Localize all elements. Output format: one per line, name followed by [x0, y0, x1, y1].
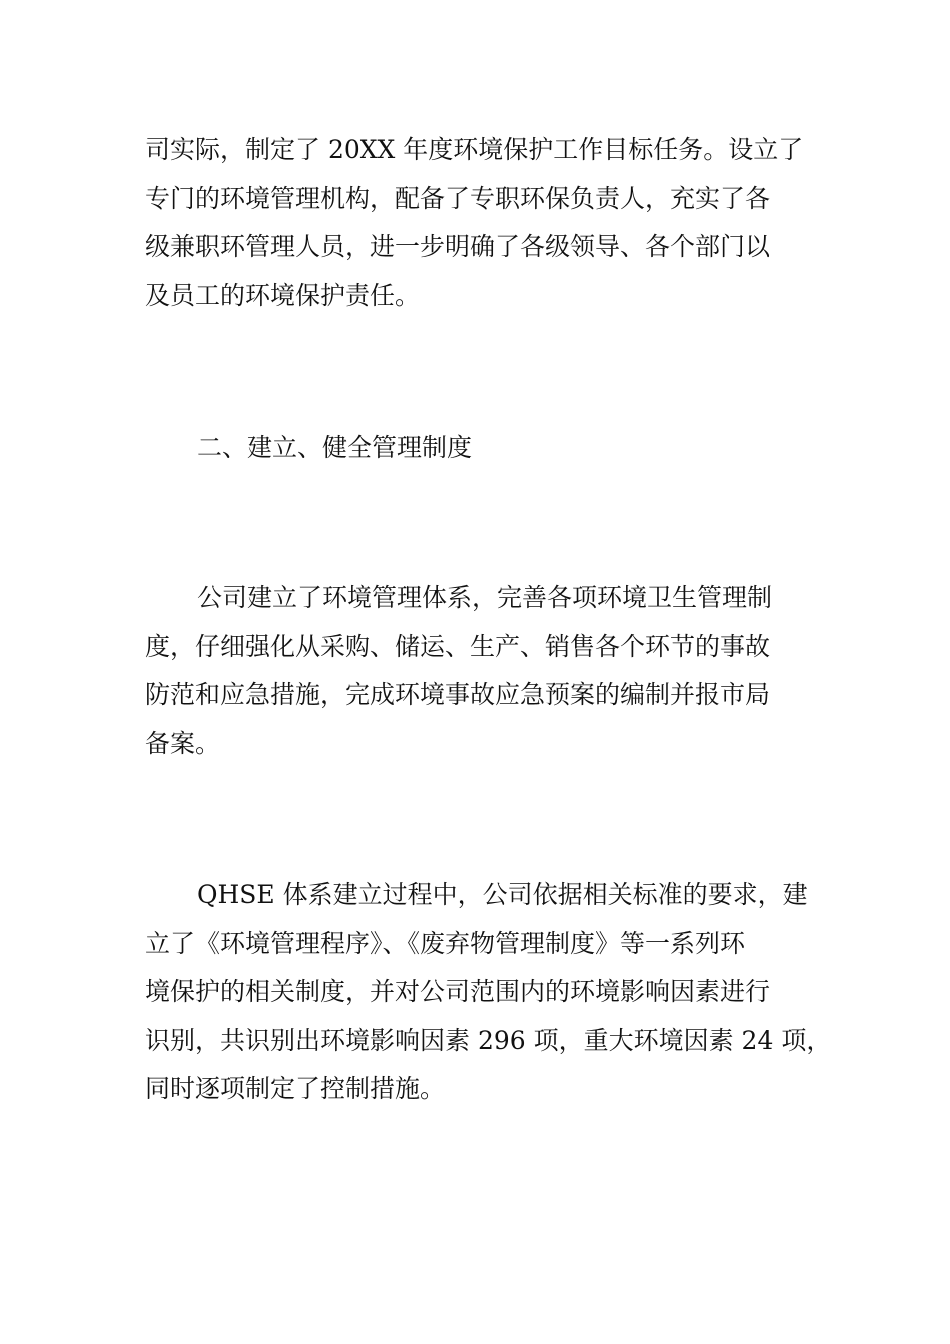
- section-heading: 二、建立、健全管理制度: [197, 433, 473, 462]
- paragraph-qhse-system: [145, 871, 835, 1114]
- paragraph-line: 防范和应急措施，完成环境事故应急预案的编制并报市局: [145, 680, 771, 709]
- paragraph-line: 司实际，制定了 20XX 年度环境保护工作目标任务。设立了: [145, 135, 804, 164]
- paragraph-line: 及员工的环境保护责任。: [145, 280, 421, 310]
- paragraph-line: 备案。: [145, 728, 221, 758]
- paragraph-line: 识别，共识别出环境影响因素 296 项，重大环境因素 24 项，: [145, 1025, 832, 1055]
- paragraph-line: 度，仔细强化从采购、储运、生产、销售各个环节的事故: [145, 631, 771, 661]
- paragraph-line: 境保护的相关制度，并对公司范围内的环境影响因素进行: [145, 977, 771, 1006]
- paragraph-management-system: [145, 574, 835, 768]
- paragraph-line: 同时逐项制定了控制措施。: [145, 1074, 446, 1103]
- paragraph-line: 公司建立了环境管理体系，完善各项环境卫生管理制: [197, 583, 773, 612]
- paragraph-environment-targets: [145, 126, 835, 320]
- paragraph-line: 级兼职环管理人员，进一步明确了各级领导、各个部门以: [145, 232, 771, 261]
- paragraph-line: 立了《环境管理程序》、《废弃物管理制度》等一系列环: [145, 928, 746, 958]
- paragraph-line: QHSE 体系建立过程中，公司依据相关标准的要求，建: [197, 880, 808, 909]
- paragraph-line: 专门的环境管理机构，配备了专职环保负责人，充实了各: [145, 183, 771, 213]
